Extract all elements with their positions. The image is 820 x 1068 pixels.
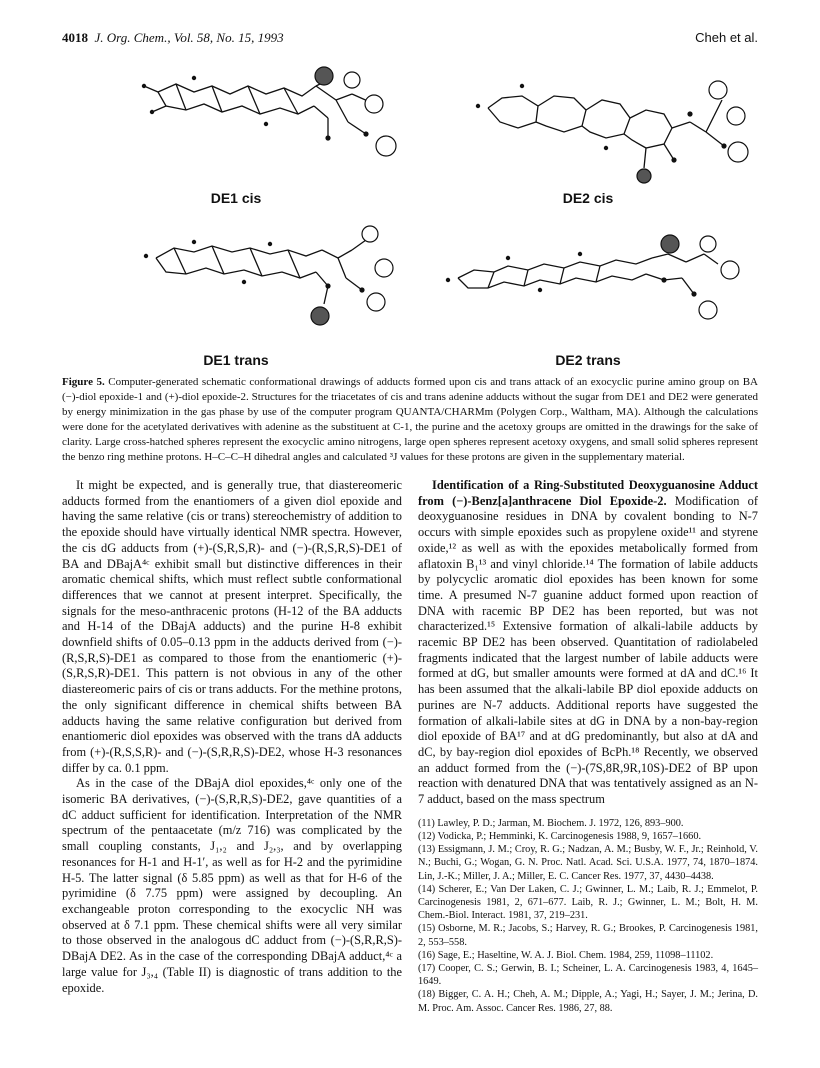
- panel-de2-trans: [418, 218, 758, 368]
- figure-5: [62, 56, 758, 368]
- section-heading: Identification of a Ring-Substituted Deoxyguanosine Adduct from (−)-Benz[a]anthracene Diol Epoxide-2.: [418, 478, 758, 508]
- reference-item: (15) Osborne, M. R.; Jacobs, S.; Harvey, R. G.; Brookes, P. Carcinogenesis 1981, 2, 553–558.: [418, 923, 758, 948]
- body-paragraph: It might be expected, and is generally true, that diastereomeric adducts formed from the enantiomers of a given diol epoxide and having the same relative (cis or trans) stereochemistry of addition to the epoxide should have virtually identical NMR spectra. However, the cis dG adducts from (+)-(S,R,S,R)- and (−)-(R,S,R,S)-DE1 of BA and DBajA⁴ᶜ exhibit small but distinctive differences in their aromatic chemical shifts, which must reflect subtle conformational differences that we cannot at present interpret. Specifically, the signals for the meso-anthracenic protons (H-12 of the BA adducts and H-14 of the DBajA adducts) and the purine H-8 exhibit downfield shifts of 0.05–0.13 ppm in the adducts derived from (−)-(R,S,R,S)-DE1 as compared to those from the enantiomeric (+)-(S,R,S,R)-DE1. This pattern is not obvious in any of the other diastereomeric pairs of cis or trans adducts. For the methine protons, the only significant difference in chemical shifts between BA adducts having the same relative configuration but derived from enantiomeric diol epoxides was observed with the trans dA adducts from (+)-(R,S,S,R)- and (−)-(S,R,R,S)-DE2, whose H-3 resonances differ by ca. 0.1 ppm.: [62, 478, 402, 775]
- running-header: [62, 30, 758, 50]
- panel-label-de1-trans: DE1 trans: [203, 352, 269, 368]
- reference-item: (16) Sage, E.; Haseltine, W. A. J. Biol. Chem. 1984, 259, 11098–11102.: [418, 949, 714, 961]
- reference-item: (17) Cooper, C. S.; Gerwin, B. I.; Scheiner, L. A. Carcinogenesis 1983, 4, 1645–1649.: [418, 963, 758, 988]
- page-number: 4018: [62, 30, 88, 45]
- reference-item: (18) Bigger, C. A. H.; Cheh, A. M.; Dipple, A.; Yagi, H.; Sayer, J. M.; Jerina, D. M. Proc. Am. Assoc. Cancer Res. 1986, 27, 88.: [418, 989, 758, 1014]
- panel-de1-cis: [66, 56, 406, 206]
- molecule-drawing-de1-trans: [66, 218, 406, 346]
- figure-caption-text: Computer-generated schematic conformational drawings of adducts formed upon cis and trans attack of an exocyclic purine amino group on BA (−)-diol epoxide-1 and (+)-diol epoxide-2. Structures for the triacetates of cis and trans adenine adducts without the sugar from DE1 and DE2 were generated by energy minimization in the gas phase by use of the computer program QUANTA/CHARMm (Polygen Corp., Waltham, MA). Although the calculations were done for the acetylated derivatives with adenine as the substituent at C-1, the purine and the acetoxy groups are omitted in the drawings for the sake of clarity. Large cross-hatched spheres represent the exocyclic amino nitrogens, large open spheres represent acetoxy oxygens, and small solid spheres represent the benzo ring methine protons. H–C–C–H dihedral angles and calculated ³J values for these protons are given in the supplementary material.: [62, 376, 758, 463]
- panel-label-de2-trans: DE2 trans: [555, 352, 621, 368]
- references: [418, 817, 758, 1015]
- reference-item: (12) Vodicka, P.; Hemminki, K. Carcinogenesis 1988, 9, 1657–1660.: [418, 830, 702, 842]
- panel-de1-trans: [66, 218, 406, 368]
- reference-item: (14) Scherer, E.; Van Der Laken, C. J.; Gwinner, L. M.; Laib, R. J.; Emmelot, P. Carcinogenesis 1981, 2, 671–677. Laib, R. J.; Gwinner, L. M.; Bolt, H. M. Chem.-Biol. Interact. 1981, 37, 219–231.: [418, 883, 758, 922]
- panel-label-de1-cis: DE1 cis: [210, 190, 262, 206]
- panel-label-de2-cis: DE2 cis: [562, 190, 614, 206]
- journal-citation: J. Org. Chem., Vol. 58, No. 15, 1993: [94, 30, 284, 45]
- molecule-drawing-de2-cis: [418, 56, 758, 184]
- right-column: [418, 478, 758, 1015]
- section-body: Modification of deoxyguanosine residues in DNA by covalent bonding to N-7 occurs with simple epoxides such as propylene oxide¹¹ and styrene oxide,¹² as well as with the epoxides metabolically formed from aflatoxin B₁¹³ and vinyl chloride.¹⁴ The formation of labile adducts by polycyclic aromatic diol epoxides has been known for some time. A presumed N-7 guanine adduct formed upon reaction of DNA with racemic BP DE2 has been reported, but was not characterized.¹⁵ Extensive formation of alkali-labile adducts by racemic BP DE2 has been observed. Quantitation of radiolabeled fragments indicated that the largest number of labile adducts were formed at dG, but smaller amounts were formed at dA and dC.¹⁶ It has been assumed that the alkali-labile BP diol epoxide adducts on purines are N-7 adducts. Additional reports have suggested the formation of alkali-labile sites at dG in DNA by a non-bay-region diol epoxide of BA¹⁷ and at dG predominantly, but also at dA and dC, by bay-region diol epoxides of BcPh.¹⁸ Recently, we observed an adduct formed from the (−)-(7S,8R,9R,10S)-DE2 of BP upon reaction with denatured DNA that was tentatively assigned as an N-7 adduct, based on the mass spectrum: [418, 493, 758, 807]
- panel-de2-cis: [418, 56, 758, 206]
- body-paragraph: As in the case of the DBajA diol epoxides,⁴ᶜ only one of the isomeric BA derivatives, (−)-(S,R,R,S)-DE2, gave quantities of a dC adduct sufficient for identification. Interpretation of the NMR spectrum of the pentaacetate (m/z 716) was complicated by the small coupling constants, J₁,₂ and J₂,₃, and by overlapping resonances for H-1 and H-1′, as well as for H-2 and the pyrimidine H-5. The latter signal (δ 5.85 ppm) as well as that for H-6 of the pyrimidine (δ 7.75 ppm) were assigned by decoupling. An exchangeable proton corresponding to the exocyclic NH was observed at δ 7.1 ppm. These chemical shifts were all very similar to those observed in the analogous dC adduct from (−)-(S,R,R,S)-DBajA DE2. As in the case of the corresponding DBajA adduct,⁴ᶜ a large value for J₃,₄ (Table II) is diagnostic of trans addition to the epoxide.: [62, 776, 402, 995]
- molecule-drawing-de2-trans: [418, 218, 758, 346]
- figure-caption: [62, 375, 758, 465]
- section-paragraph: [418, 478, 758, 808]
- reference-item: (11) Lawley, P. D.; Jarman, M. Biochem. J. 1972, 126, 893–900.: [418, 817, 684, 829]
- header-author: Cheh et al.: [695, 30, 758, 45]
- figure-caption-label: Figure 5.: [62, 376, 105, 388]
- header-left: [62, 30, 284, 46]
- left-column: [62, 478, 402, 996]
- molecule-drawing-de1-cis: [66, 56, 406, 184]
- reference-item: (13) Essigmann, J. M.; Croy, R. G.; Nadzan, A. M.; Busby, W. F., Jr.; Reinhold, V. N.; Buchi, G.; Wogan, G. N. Proc. Natl. Acad. Sci. U.S.A. 1977, 74, 1870–1874. Lin, J.-K.; Miller, J. A.; Miller, E. C. Cancer Res. 1977, 37, 4430–4438.: [418, 844, 758, 882]
